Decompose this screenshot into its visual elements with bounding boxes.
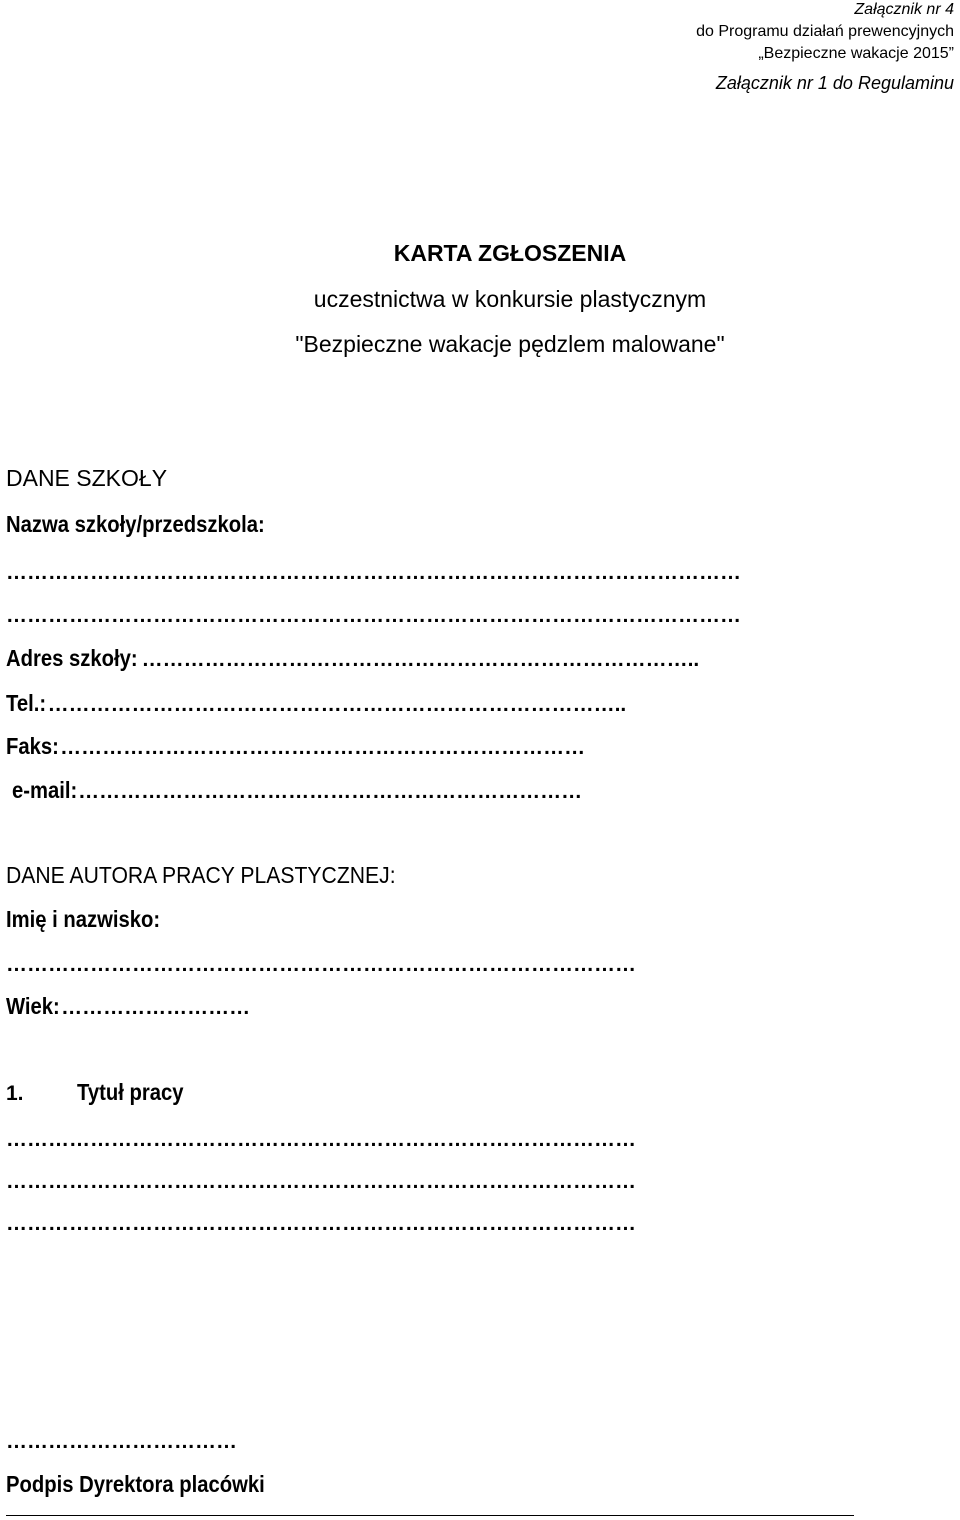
work-title-field-line-1[interactable]: ……………………………………………………………………………… (6, 1128, 636, 1151)
school-fax-field[interactable]: ………………………………………………………………… (60, 736, 586, 759)
author-age-row (6, 993, 356, 1020)
school-address-label: Adres szkoły: (6, 645, 138, 671)
regulation-attachment: Załącznik nr 1 do Regulaminu (715, 73, 954, 93)
school-email-field[interactable]: ……………………………………………………………… (78, 780, 583, 803)
school-name-label: Nazwa szkoły/przedszkola: (6, 511, 265, 537)
school-name-field-line-2[interactable]: …………………………………………………………………………………………… (6, 604, 741, 627)
contest-name: "Bezpieczne wakacje pędzlem malowane" (295, 331, 725, 357)
work-item-number: 1. (6, 1082, 24, 1105)
school-phone-label: Tel.: (6, 690, 47, 716)
form-title: KARTA ZGŁOSZENIA (393, 240, 627, 266)
footer-divider (6, 1515, 854, 1516)
program-name: do Programu działań prewencyjnych (696, 23, 954, 40)
school-email-label: e-mail: (12, 777, 78, 803)
work-title-label: Tytuł pracy (77, 1079, 184, 1105)
school-address-field[interactable]: …………………………………………………………………….. (141, 648, 700, 671)
school-address-row (6, 645, 946, 672)
work-title-field-line-3[interactable]: ……………………………………………………………………………… (6, 1212, 636, 1235)
school-section-heading: DANE SZKOŁY (6, 465, 168, 491)
form-subtitle: uczestnictwa w konkursie plastycznym (313, 286, 707, 312)
director-signature-label: Podpis Dyrektora placówki (6, 1471, 265, 1497)
school-email-row (12, 777, 852, 804)
author-name-label: Imię i nazwisko: (6, 906, 161, 932)
program-title: „Bezpieczne wakacje 2015” (758, 45, 954, 62)
school-fax-label: Faks: (6, 733, 59, 759)
author-age-label: Wiek: (6, 993, 60, 1019)
author-section-heading: DANE AUTORA PRACY PLASTYCZNEJ: (6, 862, 396, 888)
school-phone-row (6, 690, 946, 717)
school-fax-row (6, 733, 856, 760)
work-title-field-line-2[interactable]: ……………………………………………………………………………… (6, 1170, 636, 1193)
school-name-field-line-1[interactable]: …………………………………………………………………………………………… (6, 561, 741, 584)
author-age-field[interactable]: ……………………… (61, 996, 251, 1019)
signature-field[interactable]: …………………………… (6, 1430, 237, 1453)
author-name-field[interactable]: ……………………………………………………………………………… (6, 953, 636, 976)
attachment-number: Załącznik nr 4 (854, 1, 954, 18)
school-phone-field[interactable]: ……………………………………………………………………….. (47, 693, 627, 716)
